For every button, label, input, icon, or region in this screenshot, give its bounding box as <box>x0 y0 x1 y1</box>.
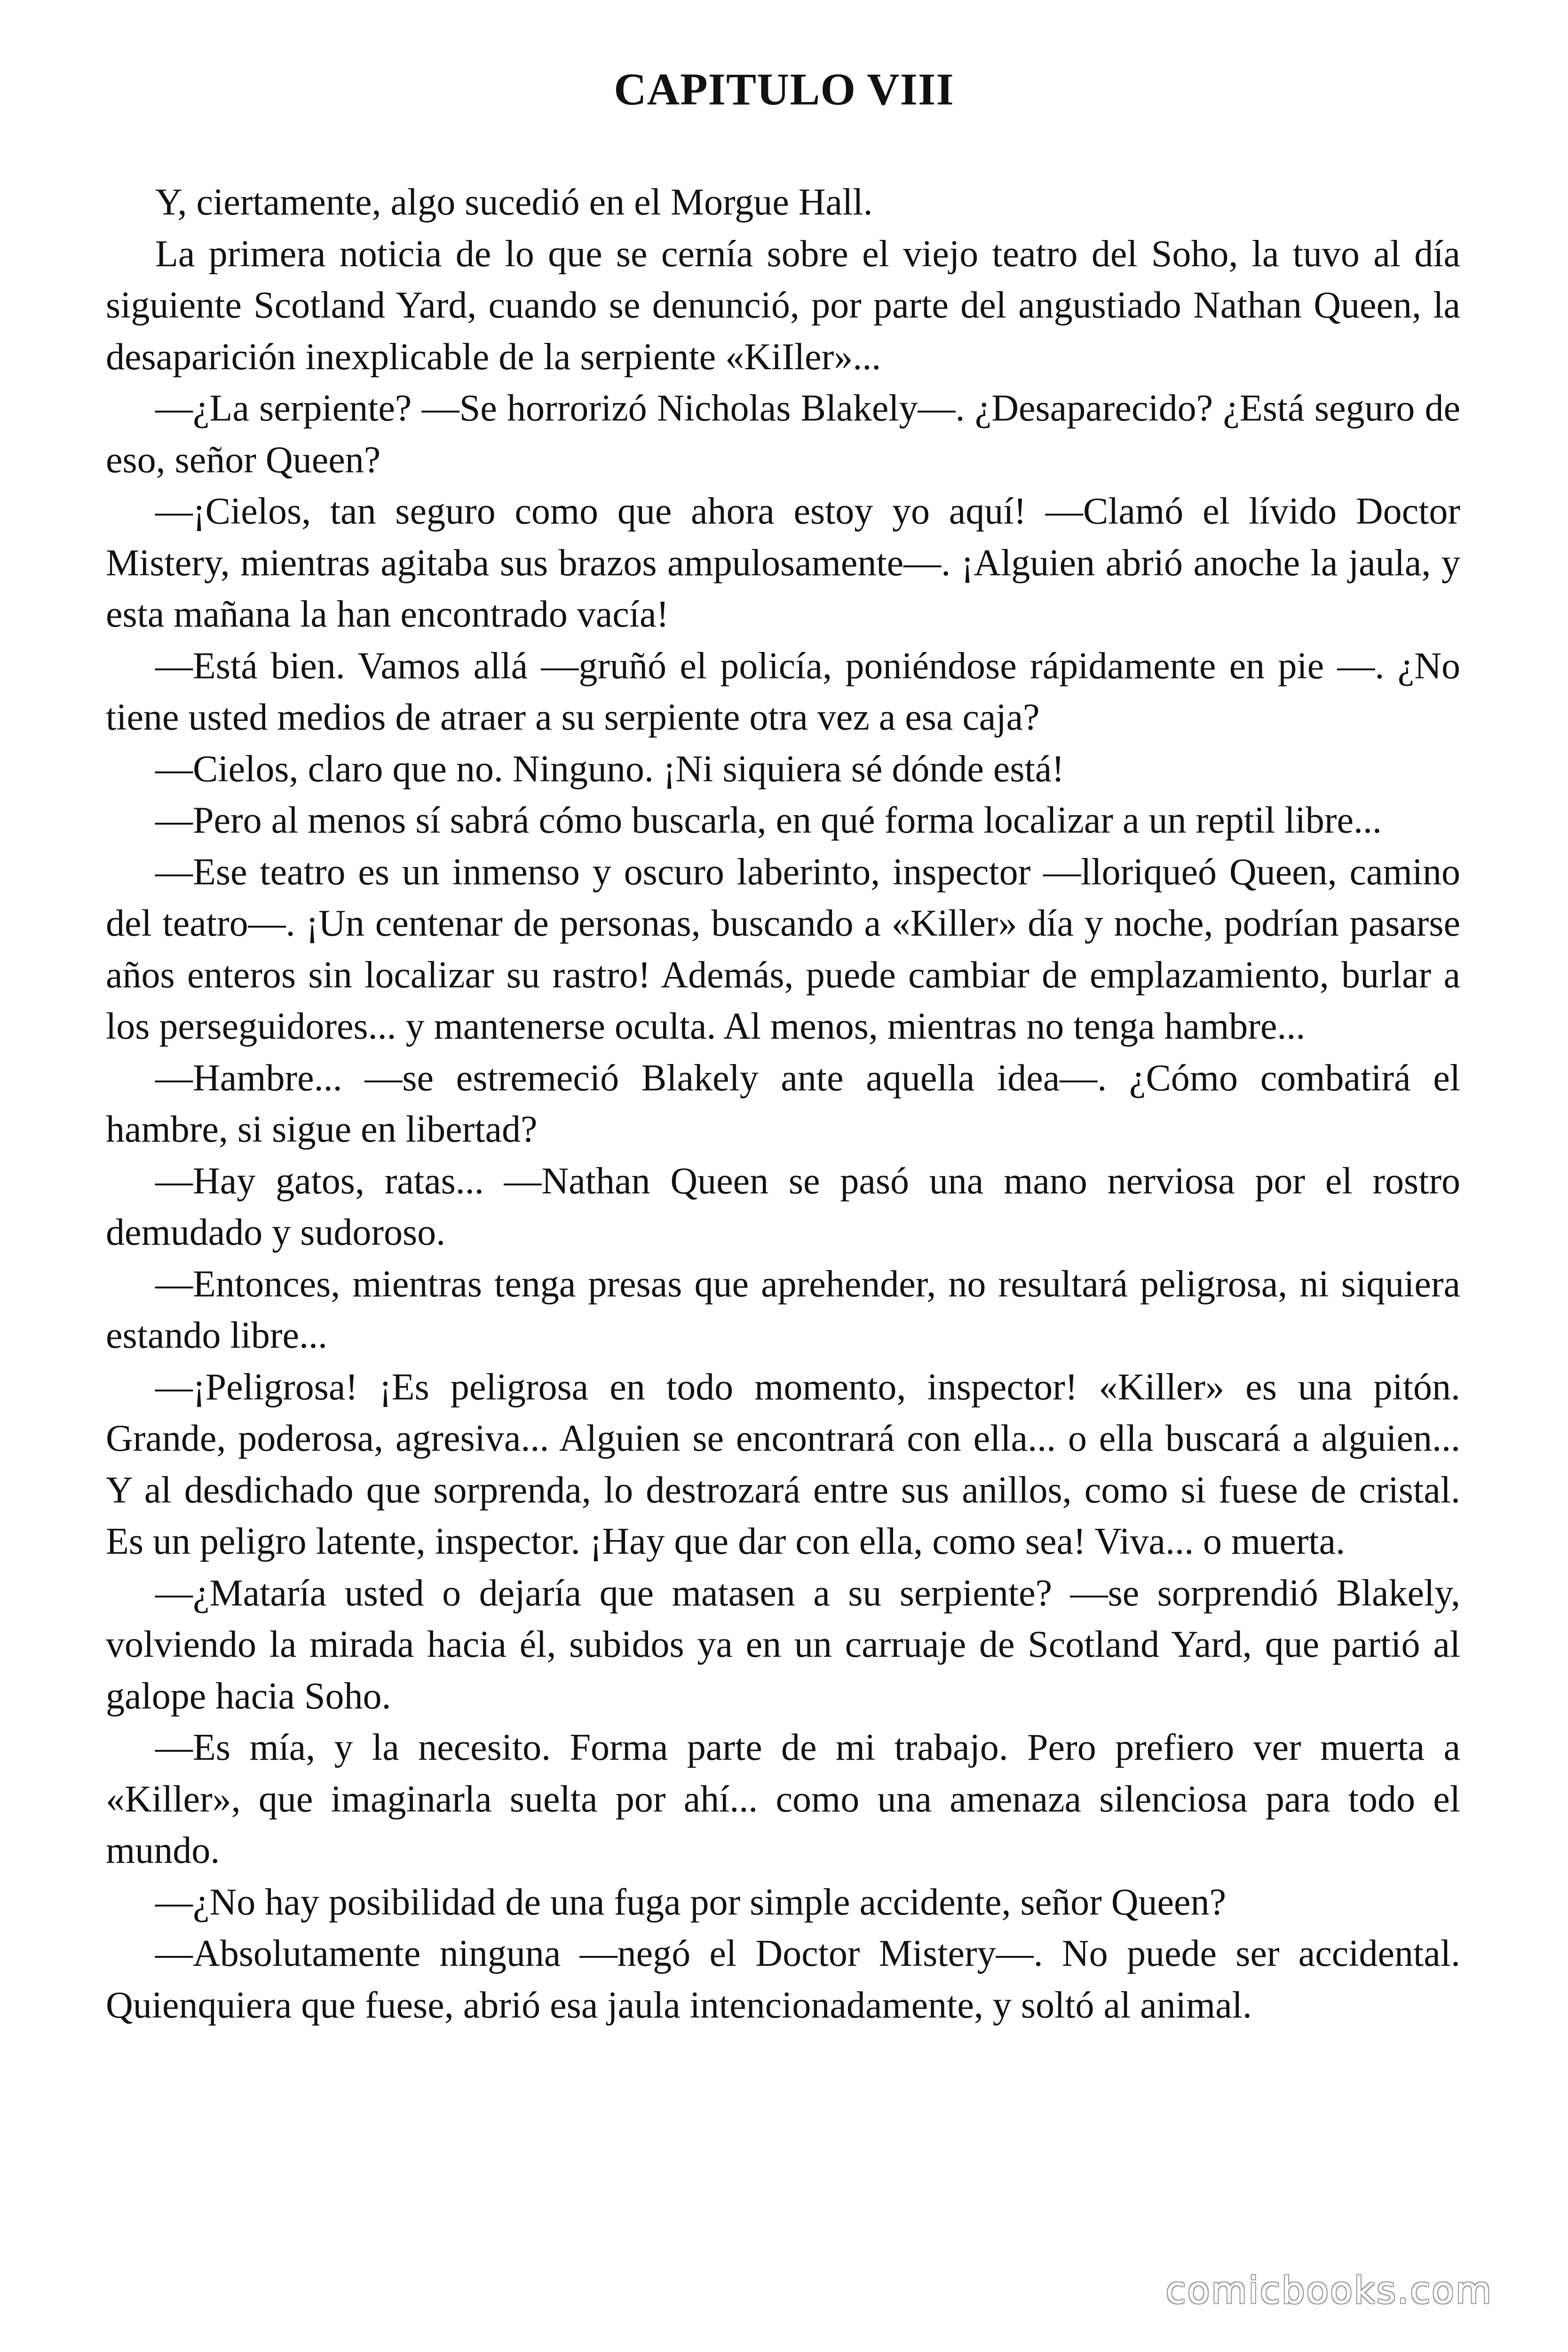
paragraph: —Ese teatro es un inmenso y oscuro laberinto, inspector —lloriqueó Queen, camino del teatro—. ¡Un centenar de personas, buscando a «Killer» día y noche, podrían pasarse años enteros sin localizar su rastro! Además, puede cambiar de emplazamiento, burlar a los perseguidores... y mantenerse oculta. Al menos, mientras no tenga hambre... <box>106 851 1460 1047</box>
paragraph: —Cielos, claro que no. Ninguno. ¡Ni siquiera sé dónde está! <box>155 748 1064 790</box>
paragraph: —Hambre... —se estremeció Blakely ante aquella idea—. ¿Cómo combatirá el hambre, si sigue en libertad? <box>106 1057 1460 1150</box>
paragraph: La primera noticia de lo que se cernía sobre el viejo teatro del Soho, la tuvo al día siguiente Scotland Yard, cuando se denunció, por parte del angustiado Nathan Queen, la desaparición inexplicable de la serpiente «KiIler»... <box>106 233 1460 378</box>
paragraph: —¿No hay posibilidad de una fuga por simple accidente, señor Queen? <box>155 1881 1227 1923</box>
paragraph: —Entonces, mientras tenga presas que aprehender, no resultará peligrosa, ni siquiera estando libre... <box>106 1263 1460 1356</box>
paragraph: —¿La serpiente? —Se horrorizó Nicholas Blakely—. ¿Desaparecido? ¿Está seguro de eso, señor Queen? <box>106 388 1460 481</box>
paragraph: —¡Cielos, tan seguro como que ahora estoy yo aquí! —Clamó el lívido Doctor Mistery, mientras agitaba sus brazos ampulosamente—. ¡Alguien abrió anoche la jaula, y esta mañana la han encontrado vacía! <box>106 491 1460 635</box>
paragraph: —¡Peligrosa! ¡Es peligrosa en todo momento, inspector! «Killer» es una pitón. Grande, poderosa, agresiva... Alguien se encontrará con ella... o ella buscará a alguien... Y al desdichado que sorprenda, lo destrozará entre sus anillos, como si fuese de cristal. Es un peligro latente, inspector. ¡Hay que dar con ella, como sea! Viva... o muerta. <box>106 1366 1460 1562</box>
watermark: comicbooks.com <box>1165 2270 1493 2312</box>
chapter-title: CAPITULO VIII <box>614 64 954 114</box>
paragraph: Y, ciertamente, algo sucedió en el Morgue Hall. <box>155 182 873 223</box>
paragraph: —Hay gatos, ratas... —Nathan Queen se pasó una mano nerviosa por el rostro demudado y sudoroso. <box>106 1160 1460 1253</box>
chapter-body <box>106 177 1460 2031</box>
paragraph: —¿Mataría usted o dejaría que matasen a su serpiente? —se sorprendió Blakely, volviendo la mirada hacia él, subidos ya en un carruaje de Scotland Yard, que partió al galope hacia Soho. <box>106 1572 1460 1717</box>
paragraph: —Absolutamente ninguna —negó el Doctor Mistery—. No puede ser accidental. Quienquiera que fuese, abrió esa jaula intencionadamente, y soltó al animal. <box>106 1933 1460 2026</box>
paragraph: —Está bien. Vamos allá —gruñó el policía, poniéndose rápidamente en pie —. ¿No tiene usted medios de atraer a su serpiente otra vez a esa caja? <box>106 645 1460 738</box>
paragraph: —Pero al menos sí sabrá cómo buscarla, en qué forma localizar a un reptil libre... <box>155 800 1382 841</box>
paragraph: —Es mía, y la necesito. Forma parte de mi trabajo. Pero prefiero ver muerta a «Killer», que imaginarla suelta por ahí... como una amenaza silenciosa para todo el mundo. <box>106 1727 1460 1871</box>
